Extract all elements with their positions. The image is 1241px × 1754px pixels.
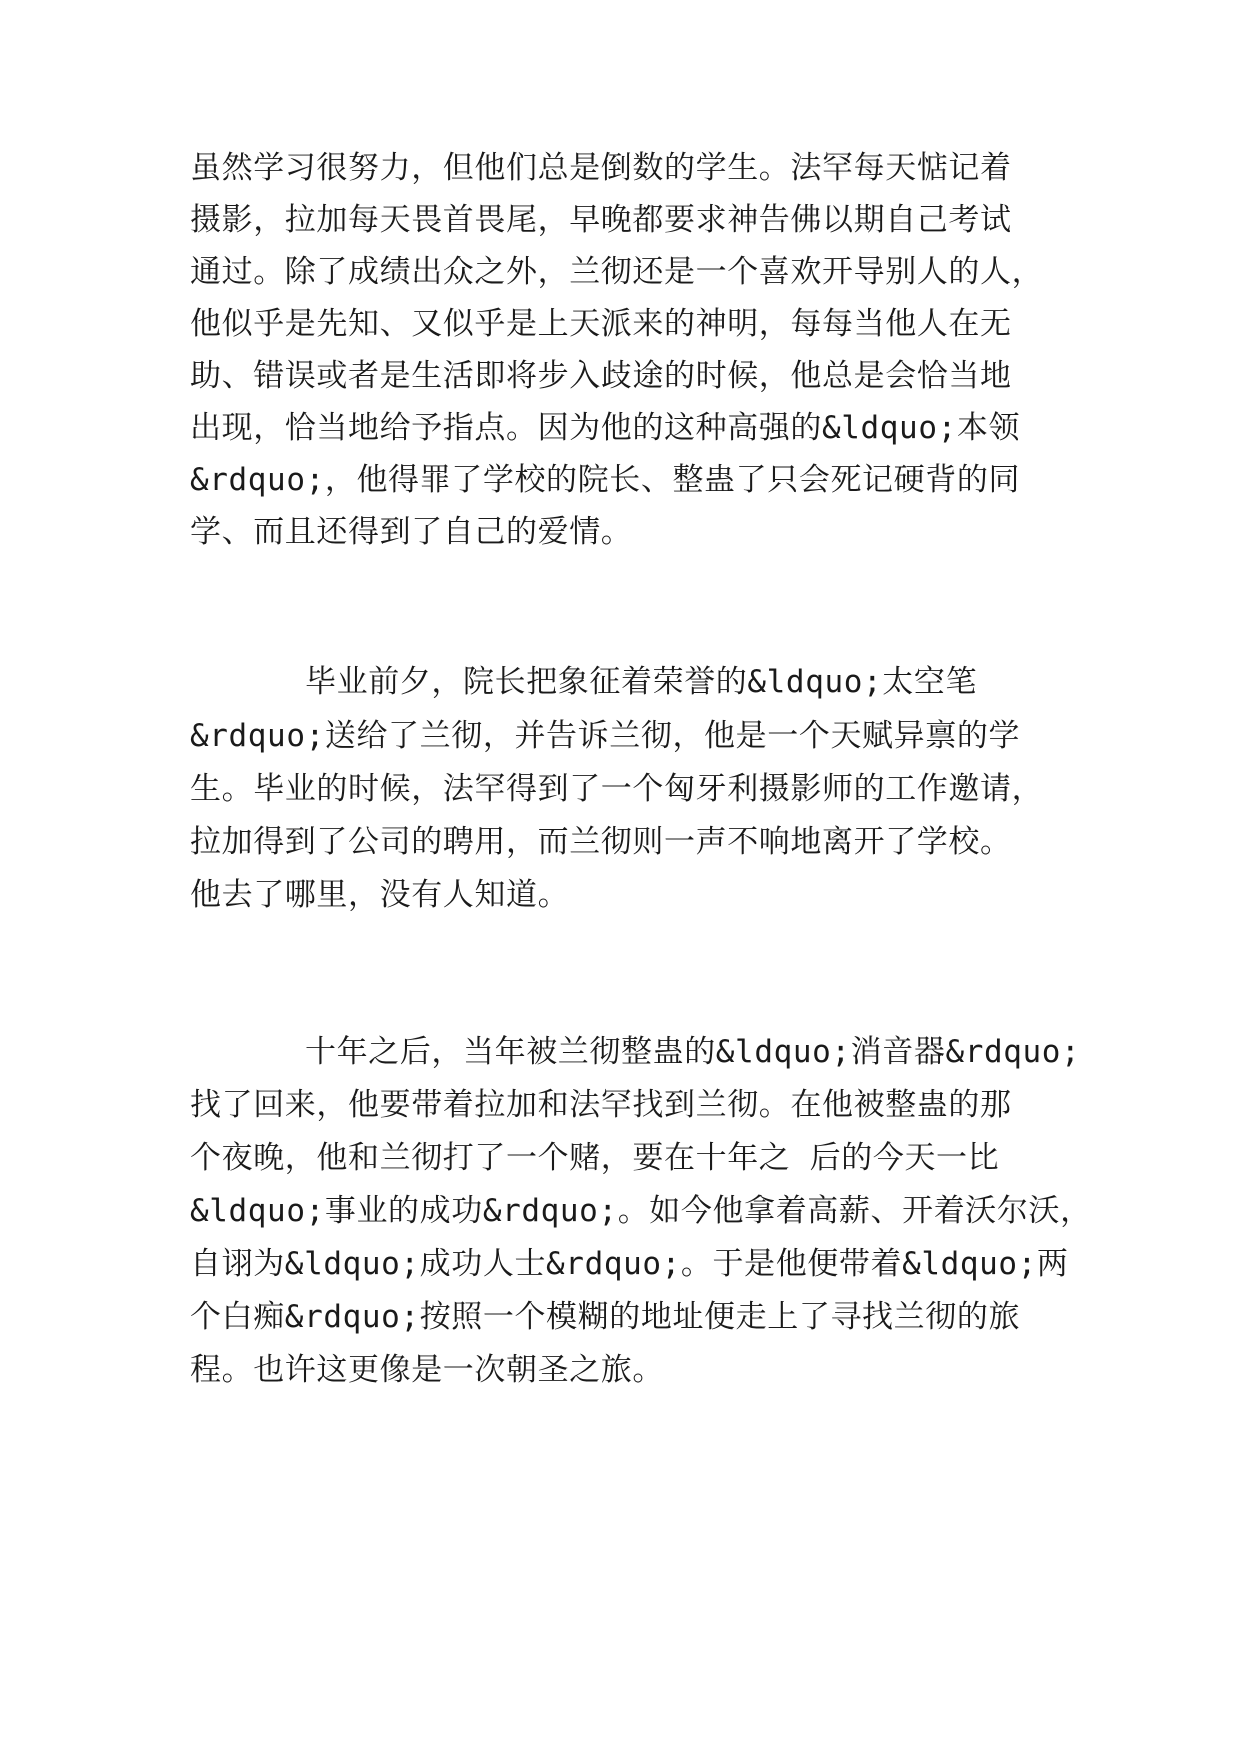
paragraph-line: 助、错误或者是生活即将步入歧途的时候，他总是会恰当地: [190, 358, 1012, 394]
paragraph-line: 虽然学习很努力，但他们总是倒数的学生。法罕每天惦记着: [190, 150, 1012, 186]
paragraph-line: 学、而且还得到了自己的爱情。: [190, 514, 633, 550]
paragraph-line: 毕业前夕，院长把象征着荣誉的&ldquo;太空笔: [305, 664, 978, 700]
paragraph-line: &ldquo;事业的成功&rdquo;。如今他拿着高薪、开着沃尔沃，: [190, 1193, 1092, 1229]
paragraph-line: 找了回来，他要带着拉加和法罕找到兰彻。在他被整蛊的那: [190, 1087, 1012, 1123]
paragraph-line: 通过。除了成绩出众之外，兰彻还是一个喜欢开导别人的人，: [190, 254, 1044, 290]
paragraph-line: 程。也许这更像是一次朝圣之旅。: [190, 1352, 664, 1388]
paragraph-line: 生。毕业的时候，法罕得到了一个匈牙利摄影师的工作邀请，: [190, 771, 1044, 807]
paragraph-line: 个夜晚，他和兰彻打了一个赌，要在十年之 后的今天一比: [190, 1140, 1000, 1176]
paragraph-line: 他似乎是先知、又似乎是上天派来的神明，每每当他人在无: [190, 306, 1012, 342]
paragraph-line: 自诩为&ldquo;成功人士&rdquo;。于是他便带着&ldquo;两: [190, 1246, 1069, 1282]
paragraph-line: &rdquo;，他得罪了学校的院长、整蛊了只会死记硬背的同: [190, 462, 1021, 498]
paragraph-line: 个白痴&rdquo;按照一个模糊的地址便走上了寻找兰彻的旅: [190, 1299, 1021, 1335]
paragraph-line: &rdquo;送给了兰彻，并告诉兰彻，他是一个天赋异禀的学: [190, 718, 1021, 754]
paragraph-line: 他去了哪里，没有人知道。: [190, 877, 570, 913]
paragraph-line: 出现，恰当地给予指点。因为他的这种高强的&ldquo;本领: [190, 410, 1021, 446]
paragraph-line: 拉加得到了公司的聘用，而兰彻则一声不响地离开了学校。: [190, 824, 1012, 860]
paragraph-line: 摄影，拉加每天畏首畏尾，早晚都要求神告佛以期自己考试: [190, 202, 1012, 238]
paragraph-line: 十年之后，当年被兰彻整蛊的&ldquo;消音器&rdquo;: [305, 1034, 1081, 1070]
